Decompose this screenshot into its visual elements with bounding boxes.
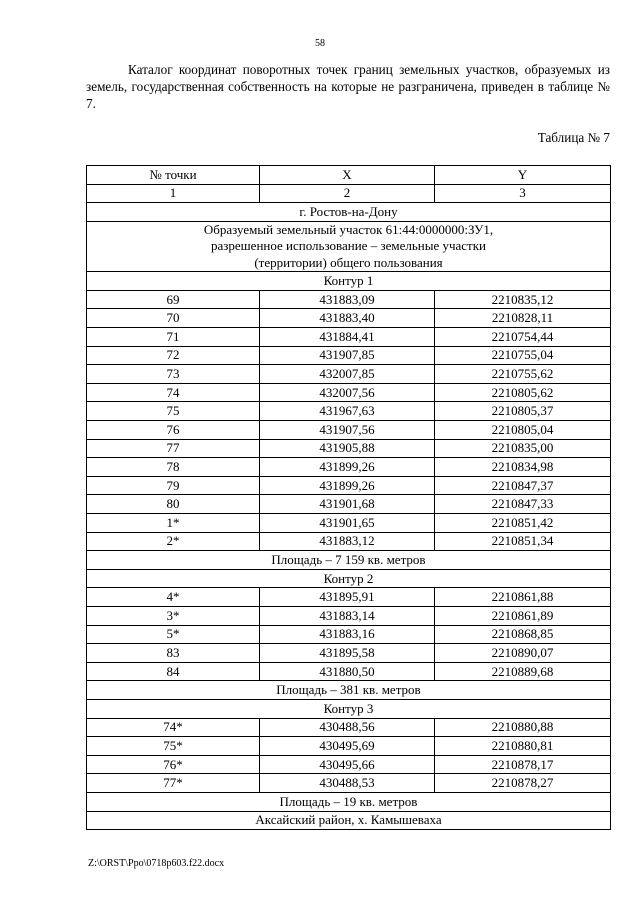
table-row [87, 309, 611, 328]
page-number: 58 [315, 38, 325, 49]
y-coordinate-cell: 2210805,62 [435, 383, 611, 402]
table-row [87, 774, 611, 793]
y-coordinate-cell: 2210878,17 [435, 755, 611, 774]
table-caption: Таблица № 7 [537, 130, 610, 145]
y-coordinate-cell: 2210834,98 [435, 458, 611, 477]
table-row [87, 439, 611, 458]
table-row [87, 737, 611, 756]
parcel-description [87, 221, 611, 272]
y-coordinate-cell: 2210861,89 [435, 606, 611, 625]
intro-paragraph: Каталог координат поворотных точек границ земельных участков, образуемых из земель, государственная собственность на которые не разграничена, приведен в таблице № 7. [86, 62, 610, 111]
y-coordinate-cell: 2210828,11 [435, 309, 611, 328]
point-number-cell: 72 [87, 346, 260, 365]
table-row [87, 644, 611, 663]
point-number-cell: 79 [87, 476, 260, 495]
header-number-1: 1 [87, 184, 260, 203]
table-row [87, 718, 611, 737]
x-coordinate-cell: 431901,65 [260, 514, 435, 533]
y-coordinate-cell: 2210847,37 [435, 476, 611, 495]
contour-area-row [87, 792, 611, 811]
table-row [87, 365, 611, 384]
parcel-line-3: (территории) общего пользования [254, 254, 443, 270]
point-number-cell: 74 [87, 383, 260, 402]
x-coordinate-cell: 432007,56 [260, 383, 435, 402]
contour-area: Площадь – 7 159 кв. метров [87, 551, 611, 570]
x-coordinate-cell: 430488,56 [260, 718, 435, 737]
point-number-cell: 75* [87, 737, 260, 756]
contour-title-row [87, 699, 611, 718]
y-coordinate-cell: 2210847,33 [435, 495, 611, 514]
contour-title: Контур 1 [87, 272, 611, 291]
x-coordinate-cell: 431901,68 [260, 495, 435, 514]
district-name: Аксайский район, х. Камышеваха [87, 811, 611, 830]
header-numbers-row [87, 184, 611, 203]
x-coordinate-cell: 430488,53 [260, 774, 435, 793]
contour-area-row [87, 681, 611, 700]
point-number-cell: 3* [87, 606, 260, 625]
table-row [87, 458, 611, 477]
y-coordinate-cell: 2210878,27 [435, 774, 611, 793]
point-number-cell: 83 [87, 644, 260, 663]
parcel-line-2: разрешенное использование – земельные участки [210, 238, 487, 254]
point-number-cell: 80 [87, 495, 260, 514]
x-coordinate-cell: 431883,09 [260, 290, 435, 309]
footer-file-path: Z:\ORST\Ppo\0718p603.f22.docx [88, 858, 225, 869]
table-row [87, 532, 611, 551]
table-row [87, 290, 611, 309]
header-point-number: № точки [87, 166, 260, 185]
header-row [87, 166, 611, 185]
contour-title: Контур 3 [87, 699, 611, 718]
contour-area-row [87, 551, 611, 570]
x-coordinate-cell: 432007,85 [260, 365, 435, 384]
y-coordinate-cell: 2210880,88 [435, 718, 611, 737]
point-number-cell: 78 [87, 458, 260, 477]
point-number-cell: 2* [87, 532, 260, 551]
point-number-cell: 76 [87, 421, 260, 440]
x-coordinate-cell: 431895,58 [260, 644, 435, 663]
table-row [87, 625, 611, 644]
district-name-row [87, 811, 611, 830]
x-coordinate-cell: 431907,56 [260, 421, 435, 440]
contour-area: Площадь – 19 кв. метров [87, 792, 611, 811]
table-row [87, 606, 611, 625]
y-coordinate-cell: 2210868,85 [435, 625, 611, 644]
city-name: г. Ростов-на-Дону [87, 203, 611, 222]
point-number-cell: 75 [87, 402, 260, 421]
point-number-cell: 71 [87, 328, 260, 347]
table-row [87, 383, 611, 402]
parcel-line-1: Образуемый земельный участок 61:44:0000000:ЗУ1, [203, 221, 494, 237]
contour-title-row [87, 569, 611, 588]
point-number-cell: 76* [87, 755, 260, 774]
x-coordinate-cell: 431899,26 [260, 476, 435, 495]
y-coordinate-cell: 2210805,37 [435, 402, 611, 421]
table-row [87, 755, 611, 774]
x-coordinate-cell: 431883,14 [260, 606, 435, 625]
x-coordinate-cell: 431967,63 [260, 402, 435, 421]
point-number-cell: 4* [87, 588, 260, 607]
table-row [87, 476, 611, 495]
point-number-cell: 69 [87, 290, 260, 309]
y-coordinate-cell: 2210755,04 [435, 346, 611, 365]
header-x: X [260, 166, 435, 185]
y-coordinate-cell: 2210805,04 [435, 421, 611, 440]
point-number-cell: 73 [87, 365, 260, 384]
x-coordinate-cell: 430495,69 [260, 737, 435, 756]
x-coordinate-cell: 431907,85 [260, 346, 435, 365]
point-number-cell: 77* [87, 774, 260, 793]
coordinates-table [86, 165, 611, 830]
y-coordinate-cell: 2210851,42 [435, 514, 611, 533]
table-row [87, 662, 611, 681]
contour-title-row [87, 272, 611, 291]
y-coordinate-cell: 2210835,00 [435, 439, 611, 458]
point-number-cell: 1* [87, 514, 260, 533]
y-coordinate-cell: 2210755,62 [435, 365, 611, 384]
x-coordinate-cell: 431883,40 [260, 309, 435, 328]
header-y: Y [435, 166, 611, 185]
point-number-cell: 84 [87, 662, 260, 681]
header-number-3: 3 [435, 184, 611, 203]
contour-area: Площадь – 381 кв. метров [87, 681, 611, 700]
x-coordinate-cell: 431880,50 [260, 662, 435, 681]
city-row [87, 203, 611, 222]
table-row [87, 328, 611, 347]
point-number-cell: 77 [87, 439, 260, 458]
y-coordinate-cell: 2210890,07 [435, 644, 611, 663]
y-coordinate-cell: 2210889,68 [435, 662, 611, 681]
table-row [87, 402, 611, 421]
x-coordinate-cell: 431899,26 [260, 458, 435, 477]
x-coordinate-cell: 431895,91 [260, 588, 435, 607]
table-row [87, 421, 611, 440]
table-row [87, 346, 611, 365]
table-row [87, 495, 611, 514]
x-coordinate-cell: 431883,12 [260, 532, 435, 551]
table-row [87, 514, 611, 533]
y-coordinate-cell: 2210851,34 [435, 532, 611, 551]
x-coordinate-cell: 431883,16 [260, 625, 435, 644]
point-number-cell: 74* [87, 718, 260, 737]
point-number-cell: 70 [87, 309, 260, 328]
coordinates-table-body [87, 166, 611, 830]
x-coordinate-cell: 430495,66 [260, 755, 435, 774]
x-coordinate-cell: 431905,88 [260, 439, 435, 458]
contour-title: Контур 2 [87, 569, 611, 588]
y-coordinate-cell: 2210835,12 [435, 290, 611, 309]
y-coordinate-cell: 2210861,88 [435, 588, 611, 607]
y-coordinate-cell: 2210880,81 [435, 737, 611, 756]
parcel-row [87, 221, 611, 272]
y-coordinate-cell: 2210754,44 [435, 328, 611, 347]
header-number-2: 2 [260, 184, 435, 203]
table-row [87, 588, 611, 607]
x-coordinate-cell: 431884,41 [260, 328, 435, 347]
point-number-cell: 5* [87, 625, 260, 644]
